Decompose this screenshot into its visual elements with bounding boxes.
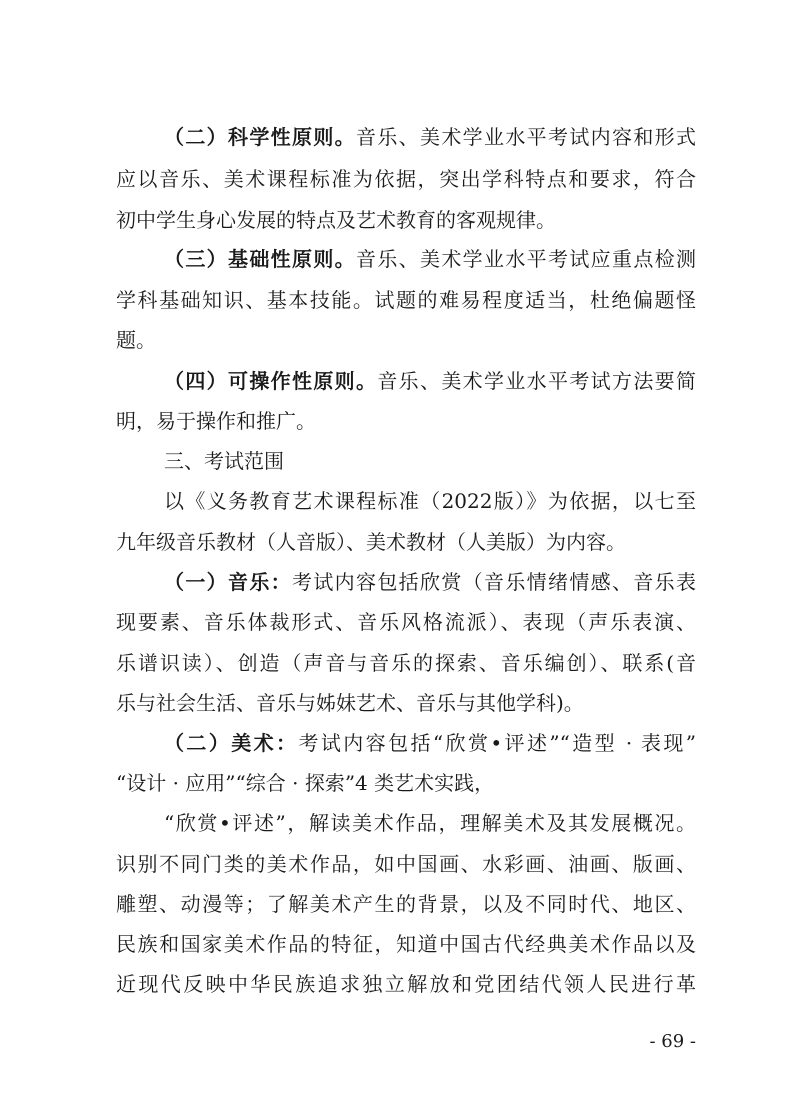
section-heading: 三、考试范围: [164, 449, 284, 473]
text-line: 乐谱识读）、创造（声音与音乐的探索、音乐编创）、联系(音: [116, 651, 696, 675]
text-line: [164, 122, 696, 152]
bold-heading: （二）科学性原则。: [164, 125, 356, 149]
text-line: “欣赏•评述”，解读美术作品，理解美术及其发展概况。: [164, 811, 696, 835]
bold-heading: （一）音乐：: [164, 570, 292, 594]
text-line: 应以音乐、美术课程标准为依据，突出学科特点和要求，符合: [116, 167, 696, 191]
body-text: 音乐、美术学业水平考试方法要简: [377, 369, 697, 393]
text-line: 识别不同门类的美术作品，如中国画、水彩画、油画、版画、: [116, 852, 696, 876]
text-line: 学科基础知识、基本技能。试题的难易程度适当，杜绝偏题怪: [116, 288, 696, 312]
text-line: 题。: [116, 328, 156, 352]
text-line: 现要素、音乐体裁形式、音乐风格流派）、表现（声乐表演、: [116, 610, 696, 634]
text-line: [164, 728, 696, 758]
bold-heading: （四）可操作性原则。: [164, 369, 378, 393]
text-line: 近现代反映中华民族追求独立解放和党团结代领人民进行革: [116, 972, 696, 996]
text-line: [164, 567, 696, 597]
text-line: “设计 · 应用”“综合 · 探索”4 类艺术实践，: [116, 771, 495, 795]
bold-heading: （三）基础性原则。: [164, 247, 356, 271]
body-text: 考试内容包括欣赏（音乐情绪情感、音乐表: [292, 570, 696, 594]
bold-heading: （二）美术：: [164, 731, 299, 755]
text-line: [164, 366, 696, 396]
text-line: 以《义务教育艺术课程标准（2022版）》为依据，以七至: [164, 489, 696, 513]
text-line: 初中学生身心发展的特点及艺术教育的客观规律。: [116, 208, 556, 232]
text-line: 明，易于操作和推广。: [116, 409, 316, 433]
text-line: 九年级音乐教材（人音版）、美术教材（人美版）为内容。: [116, 530, 626, 554]
page-number: - 69 -: [649, 1031, 696, 1052]
text-line: 雕塑、动漫等；了解美术产生的背景，以及不同时代、地区、: [116, 892, 696, 916]
text-line: [164, 244, 696, 274]
body-text: 音乐、美术学业水平考试内容和形式: [356, 125, 696, 149]
text-line: 乐与社会生活、音乐与姊妹艺术、音乐与其他学科)。: [116, 691, 584, 715]
body-text: 考试内容包括“欣赏•评述”“造型 · 表现”: [298, 731, 696, 755]
text-line: 民族和国家美术作品的特征，知道中国古代经典美术作品以及: [116, 932, 696, 956]
body-text: 音乐、美术学业水平考试应重点检测: [356, 247, 696, 271]
